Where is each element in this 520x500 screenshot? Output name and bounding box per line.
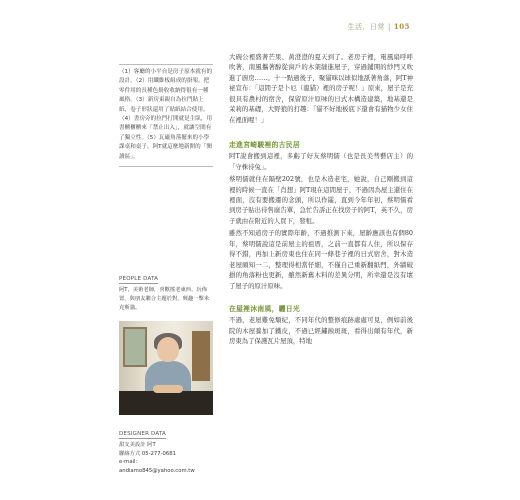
people-data-label: PEOPLE DATA [119,276,159,282]
intro-paragraph: 大碗公裡盛著芒果、黃澄澄的夏天到了。老房子裡，電風扇呼呼吹著，南風攜著醇從窗戶的木架縫進屋子，穿過鋪開的紗門又吹進了廚房……。十一點過後子，聚貓咪以球似地舐著角落，阿T神祕宣布：「這間子是卜厄（龍貓）裡的房子呢！」原來，屋子是充很具有農村的宿舍，保留原汁原味的日式木構造建築，地基還是茉莉的基礎，大野狼的打趣：「貓不好地板底下還會有猫物少女住在裡面喔！」 [229,53,413,124]
designer-data [119,420,213,475]
designer-name: 甜支美設計 阿T [119,442,156,448]
designer-phone: 聯絡方式 05-277-0681 [119,450,177,457]
photo-captions [119,64,213,167]
body-paragraph: 阿T說會搬到這裡，多虧了好友蔡明儒（也是長美彗藝店主）的「守株待兔」。 [229,152,413,171]
caption-column [119,64,213,167]
designer-email: e-mail: andiamo845@yahoo.com.tw [119,459,195,474]
body-paragraph: 蔡明儒就住在隔壁202號，也是木造老宅，她說，自己剛搬到這裡的時候一直在「肖想」阿T現在這間屋子，不過因為屋主還住在裡面，沒有要搬遷的念頭，所以作罷，直到今年年初，蔡明儒看到房子貼出待售廣告單，急忙告訴正在找房子的阿T，英不久，房子就由在附近的人買下，發租。 [229,175,413,225]
running-header: 生活．日常 | 105 [347,22,410,31]
section-heading: 走進宮崎駿裡的古民居 [229,141,300,150]
section-heading: 在屋裡沐南風，曬日光 [229,305,300,314]
body-paragraph: 雖然不知道房子的實際年齡，不過推測下來，屋齡應該也有個80年，蔡明儒說這是前屋主的祖厝，之前一直都有人住，所以保存得不錯，再加上新房東也住在同一條巷子裡的日式宿舍，對木造老屋頗知一二，整理得相當仔細，不僅自己重新翻紙門，外牆破損的角落粉也更新，雖然新舊木料的差異分明，所幸還是沒有壞了屋子的原汁原味。 [229,229,413,290]
people-data [119,265,213,415]
designer-data-label: DESIGNER DATA [119,431,167,437]
section-name: 生活．日常 [347,23,386,31]
people-data-text: 阿T，美術老師，喜歡搖老東西、玩佈置，與朋友聯合主題於對，興趣一擊米克斯貓。 [119,287,210,311]
page-number: 105 [393,22,410,31]
portrait-photo [119,321,213,415]
magazine-page [96,14,426,492]
caption-text: （1）客廳的小平台是房子原本就有的設計。（2）用纖維板組成的掛架，把零件用的長種色掛收收納得很有一種風格。（3）新房東親自為拉門貼上紙，卷子形狀還用了貼紙結合使用。（4）書房旁的拉門打開就是主臥，用書櫃櫃櫃來「禁止出入」，就讓空間有了獨立性。（5）瓦磁角落擺來的小學課桌和桌子，阿T就這麼地新開的「閱讀區」。 [119,69,213,160]
body-paragraph: 不過，老屋難免頹紀，不同年代的整修痕跡處處可見，例如前後院的木屋養加了鐵皮，不過已經鏽蝕斑斑，看得出頗有年代，新房東為了保護瓦片屋頂，特地 [229,316,413,345]
article-body [229,52,413,348]
